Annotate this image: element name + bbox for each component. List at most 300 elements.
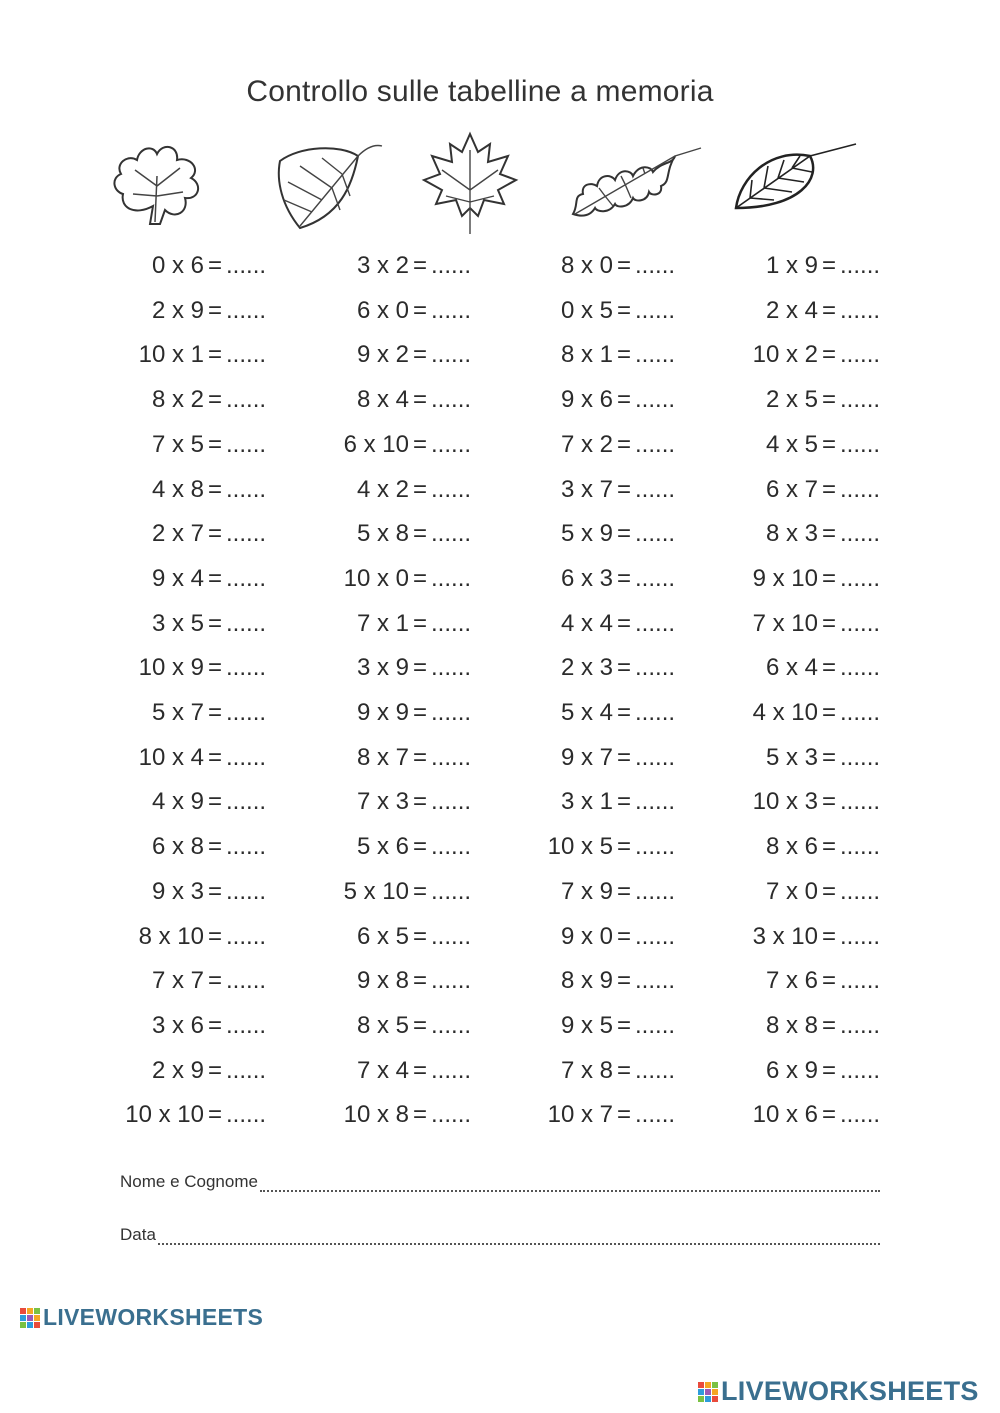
answer-blank[interactable]: ......	[635, 564, 676, 592]
equals-sign: =	[617, 833, 632, 861]
equation-cell	[277, 691, 471, 735]
answer-blank[interactable]: ......	[226, 654, 267, 682]
equation-text: 9 x 4	[151, 564, 204, 592]
equation-cell	[686, 959, 880, 1003]
equation-text: 8 x 4	[356, 386, 409, 414]
equation-text: 9 x 7	[560, 743, 613, 771]
equation-text: 7 x 10	[752, 609, 818, 637]
answer-blank[interactable]: ......	[226, 520, 267, 548]
equals-sign: =	[208, 341, 223, 369]
equation-text: 3 x 10	[752, 922, 818, 950]
equation-text: 1 x 9	[765, 252, 818, 279]
answer-blank[interactable]: ......	[226, 833, 267, 861]
answer-blank[interactable]: ......	[635, 922, 676, 950]
equation-text: 9 x 5	[560, 1011, 613, 1039]
equals-sign: =	[617, 386, 632, 414]
answer-blank[interactable]: ......	[431, 430, 472, 458]
equation-cell	[481, 423, 675, 467]
answer-blank[interactable]: ......	[840, 520, 881, 548]
equation-cell	[277, 468, 471, 512]
birch-leaf-icon	[270, 136, 390, 236]
watermark-text: LIVEWORKSHEETS	[43, 1304, 264, 1330]
equation-cell	[686, 244, 880, 288]
equals-sign: =	[208, 922, 223, 950]
answer-blank[interactable]: ......	[840, 386, 881, 414]
equals-sign: =	[617, 520, 632, 548]
equation-cell	[72, 378, 266, 422]
table-row	[0, 959, 1000, 1003]
answer-blank[interactable]: ......	[840, 252, 881, 279]
equation-cell	[481, 289, 675, 333]
equals-sign: =	[822, 1056, 837, 1084]
equals-sign: =	[822, 654, 837, 682]
answer-blank[interactable]: ......	[431, 341, 472, 369]
oak-leaf-icon	[565, 142, 705, 222]
table-row	[0, 602, 1000, 646]
equation-text: 8 x 5	[356, 1011, 409, 1039]
equals-sign: =	[617, 430, 632, 458]
equation-cell	[277, 557, 471, 601]
answer-blank[interactable]: ......	[635, 743, 676, 771]
answer-blank[interactable]: ......	[431, 833, 472, 861]
equation-cell	[72, 1004, 266, 1048]
equation-cell	[277, 333, 471, 377]
answer-blank[interactable]: ......	[431, 699, 472, 726]
equation-cell	[277, 602, 471, 646]
equals-sign: =	[208, 833, 223, 861]
equals-sign: =	[413, 699, 428, 726]
equals-sign: =	[413, 564, 428, 592]
watermark-right	[698, 1376, 979, 1407]
equals-sign: =	[617, 341, 632, 369]
answer-blank[interactable]: ......	[226, 1011, 267, 1039]
equation-cell	[277, 289, 471, 333]
equation-text: 4 x 9	[151, 788, 204, 816]
equals-sign: =	[208, 1011, 223, 1039]
equals-sign: =	[822, 564, 837, 592]
equation-cell	[277, 959, 471, 1003]
answer-blank[interactable]: ......	[635, 877, 676, 905]
watermark-text: LIVEWORKSHEETS	[721, 1376, 979, 1406]
equals-sign: =	[822, 788, 837, 816]
answer-blank[interactable]: ......	[840, 922, 881, 950]
equals-sign: =	[822, 1011, 837, 1039]
answer-blank[interactable]: ......	[840, 430, 881, 458]
answer-blank[interactable]: ......	[840, 341, 881, 369]
equation-cell	[277, 244, 471, 288]
equation-text: 4 x 5	[765, 430, 818, 458]
equation-cell	[72, 959, 266, 1003]
answer-blank[interactable]: ......	[431, 967, 472, 995]
equals-sign: =	[208, 1056, 223, 1084]
date-field[interactable]	[120, 1219, 880, 1245]
answer-blank[interactable]: ......	[840, 609, 881, 637]
equals-sign: =	[413, 788, 428, 816]
equation-text: 7 x 2	[560, 430, 613, 458]
equals-sign: =	[822, 475, 837, 503]
equation-cell	[277, 1093, 471, 1137]
answer-blank[interactable]: ......	[226, 967, 267, 995]
answer-blank[interactable]: ......	[635, 788, 676, 816]
equation-cell	[277, 378, 471, 422]
equals-sign: =	[822, 922, 837, 950]
equals-sign: =	[617, 699, 632, 726]
equals-sign: =	[413, 922, 428, 950]
equation-cell	[481, 333, 675, 377]
name-label: Nome e Cognome	[120, 1172, 258, 1191]
equation-text: 9 x 8	[356, 967, 409, 995]
answer-blank[interactable]: ......	[226, 1056, 267, 1084]
answer-blank[interactable]: ......	[840, 654, 881, 682]
equation-cell	[481, 512, 675, 556]
answer-blank[interactable]: ......	[840, 699, 881, 726]
answer-blank[interactable]: ......	[840, 564, 881, 592]
equation-cell	[72, 1093, 266, 1137]
equals-sign: =	[208, 1101, 223, 1129]
maple-leaf-icon	[420, 130, 520, 238]
answer-blank[interactable]: ......	[840, 1101, 881, 1129]
equals-sign: =	[413, 296, 428, 324]
name-field[interactable]	[120, 1166, 880, 1192]
equals-sign: =	[617, 877, 632, 905]
answer-blank[interactable]: ......	[226, 877, 267, 905]
equation-cell	[481, 825, 675, 869]
equation-cell	[481, 468, 675, 512]
equation-text: 5 x 3	[765, 743, 818, 771]
answer-blank[interactable]: ......	[431, 1056, 472, 1084]
answer-blank[interactable]: ......	[635, 252, 676, 279]
equals-sign: =	[413, 430, 428, 458]
equation-cell	[72, 780, 266, 824]
equation-cell	[686, 1004, 880, 1048]
equation-text: 6 x 0	[356, 296, 409, 324]
equation-cell	[72, 468, 266, 512]
answer-blank[interactable]: ......	[431, 788, 472, 816]
answer-blank[interactable]: ......	[431, 386, 472, 414]
answer-blank[interactable]: ......	[226, 296, 267, 324]
answer-blank[interactable]: ......	[635, 1101, 676, 1129]
equals-sign: =	[413, 1101, 428, 1129]
equals-sign: =	[822, 743, 837, 771]
equals-sign: =	[413, 833, 428, 861]
equation-text: 9 x 9	[356, 699, 409, 726]
answer-blank[interactable]: ......	[226, 475, 267, 503]
equation-text: 7 x 8	[560, 1056, 613, 1084]
equation-cell	[72, 646, 266, 690]
equation-text: 3 x 1	[560, 788, 613, 816]
liveworksheets-logo-icon	[20, 1308, 40, 1328]
equation-text: 7 x 9	[560, 877, 613, 905]
table-row	[0, 736, 1000, 780]
equation-text: 9 x 3	[151, 877, 204, 905]
equation-text: 7 x 3	[356, 788, 409, 816]
equation-cell	[72, 736, 266, 780]
answer-blank[interactable]: ......	[635, 1056, 676, 1084]
equation-text: 2 x 9	[151, 296, 204, 324]
equation-text: 10 x 5	[547, 833, 613, 861]
date-dotted-line[interactable]	[158, 1229, 880, 1245]
answer-blank[interactable]: ......	[431, 743, 472, 771]
date-label: Data	[120, 1225, 156, 1244]
equals-sign: =	[822, 833, 837, 861]
answer-blank[interactable]: ......	[431, 564, 472, 592]
answer-blank[interactable]: ......	[431, 475, 472, 503]
equation-text: 8 x 7	[356, 743, 409, 771]
answer-blank[interactable]: ......	[840, 1056, 881, 1084]
answer-blank[interactable]: ......	[635, 296, 676, 324]
table-row	[0, 378, 1000, 422]
equation-text: 0 x 5	[560, 296, 613, 324]
equation-text: 10 x 10	[125, 1101, 204, 1129]
table-row	[0, 1049, 1000, 1093]
equation-text: 6 x 5	[356, 922, 409, 950]
equation-cell	[686, 333, 880, 377]
equation-cell	[72, 825, 266, 869]
equation-cell	[72, 602, 266, 646]
table-row	[0, 825, 1000, 869]
answer-blank[interactable]: ......	[635, 1011, 676, 1039]
answer-blank[interactable]: ......	[635, 341, 676, 369]
table-row	[0, 244, 1000, 288]
equals-sign: =	[413, 654, 428, 682]
table-row	[0, 333, 1000, 377]
equation-text: 6 x 10	[343, 430, 409, 458]
equation-text: 10 x 7	[547, 1101, 613, 1129]
answer-blank[interactable]: ......	[226, 252, 267, 279]
equation-text: 8 x 0	[560, 252, 613, 279]
table-row	[0, 557, 1000, 601]
equation-text: 7 x 1	[356, 609, 409, 637]
equals-sign: =	[822, 430, 837, 458]
answer-blank[interactable]: ......	[840, 877, 881, 905]
table-row	[0, 870, 1000, 914]
equation-cell	[481, 959, 675, 1003]
table-row	[0, 423, 1000, 467]
equation-cell	[481, 557, 675, 601]
answer-blank[interactable]: ......	[226, 430, 267, 458]
equation-cell	[686, 468, 880, 512]
answer-blank[interactable]: ......	[635, 833, 676, 861]
equals-sign: =	[822, 699, 837, 726]
equation-cell	[481, 915, 675, 959]
equation-text: 7 x 4	[356, 1056, 409, 1084]
equation-cell	[72, 244, 266, 288]
answer-blank[interactable]: ......	[226, 564, 267, 592]
equals-sign: =	[208, 788, 223, 816]
answer-blank[interactable]: ......	[840, 475, 881, 503]
answer-blank[interactable]: ......	[635, 699, 676, 726]
equals-sign: =	[208, 609, 223, 637]
equation-cell	[481, 1004, 675, 1048]
leaf-illustrations	[0, 128, 1000, 238]
equation-text: 4 x 8	[151, 475, 204, 503]
equation-text: 10 x 2	[752, 341, 818, 369]
answer-blank[interactable]: ......	[635, 520, 676, 548]
equation-cell	[481, 378, 675, 422]
equation-text: 5 x 6	[356, 833, 409, 861]
answer-blank[interactable]: ......	[431, 877, 472, 905]
fig-leaf-icon	[105, 136, 215, 231]
equation-text: 10 x 8	[343, 1101, 409, 1129]
equation-cell	[72, 870, 266, 914]
equation-text: 8 x 1	[560, 341, 613, 369]
equation-text: 7 x 6	[765, 967, 818, 995]
equation-text: 4 x 10	[752, 699, 818, 726]
equation-cell	[72, 691, 266, 735]
answer-blank[interactable]: ......	[226, 609, 267, 637]
equation-cell	[686, 915, 880, 959]
equation-cell	[72, 1049, 266, 1093]
equals-sign: =	[413, 609, 428, 637]
answer-blank[interactable]: ......	[431, 654, 472, 682]
equation-cell	[686, 1049, 880, 1093]
answer-blank[interactable]: ......	[635, 609, 676, 637]
equals-sign: =	[413, 475, 428, 503]
answer-blank[interactable]: ......	[431, 252, 472, 279]
equation-cell	[686, 512, 880, 556]
equals-sign: =	[413, 520, 428, 548]
answer-blank[interactable]: ......	[840, 1011, 881, 1039]
equation-cell	[277, 915, 471, 959]
equals-sign: =	[208, 654, 223, 682]
answer-blank[interactable]: ......	[226, 386, 267, 414]
answer-blank[interactable]: ......	[840, 296, 881, 324]
equation-text: 9 x 6	[560, 386, 613, 414]
answer-blank[interactable]: ......	[840, 788, 881, 816]
answer-blank[interactable]: ......	[635, 386, 676, 414]
liveworksheets-logo-icon	[698, 1382, 718, 1402]
answer-blank[interactable]: ......	[431, 520, 472, 548]
answer-blank[interactable]: ......	[431, 922, 472, 950]
answer-blank[interactable]: ......	[431, 296, 472, 324]
answer-blank[interactable]: ......	[635, 654, 676, 682]
equation-text: 7 x 0	[765, 877, 818, 905]
equation-text: 8 x 6	[765, 833, 818, 861]
answer-blank[interactable]: ......	[226, 699, 267, 726]
equals-sign: =	[208, 699, 223, 726]
answer-blank[interactable]: ......	[431, 1011, 472, 1039]
answer-blank[interactable]: ......	[226, 1101, 267, 1129]
equation-text: 6 x 3	[560, 564, 613, 592]
answer-blank[interactable]: ......	[840, 743, 881, 771]
equals-sign: =	[822, 296, 837, 324]
table-row	[0, 512, 1000, 556]
table-row	[0, 915, 1000, 959]
equation-text: 9 x 2	[356, 341, 409, 369]
answer-blank[interactable]: ......	[635, 430, 676, 458]
equation-text: 10 x 3	[752, 788, 818, 816]
equation-text: 10 x 6	[752, 1101, 818, 1129]
equation-text: 3 x 9	[356, 654, 409, 682]
equation-cell	[481, 646, 675, 690]
equation-text: 5 x 10	[343, 877, 409, 905]
equation-text: 9 x 0	[560, 922, 613, 950]
equation-text: 8 x 2	[151, 386, 204, 414]
equation-cell	[277, 780, 471, 824]
equation-text: 3 x 7	[560, 475, 613, 503]
equals-sign: =	[617, 967, 632, 995]
equals-sign: =	[413, 341, 428, 369]
equation-cell	[481, 736, 675, 780]
equation-text: 7 x 5	[151, 430, 204, 458]
equals-sign: =	[617, 1101, 632, 1129]
equals-sign: =	[413, 1056, 428, 1084]
table-row	[0, 468, 1000, 512]
equals-sign: =	[822, 967, 837, 995]
equation-text: 8 x 8	[765, 1011, 818, 1039]
answer-blank[interactable]: ......	[635, 475, 676, 503]
equals-sign: =	[617, 1011, 632, 1039]
lime-leaf-icon	[730, 138, 860, 218]
equation-cell	[481, 244, 675, 288]
equals-sign: =	[208, 475, 223, 503]
equation-text: 6 x 7	[765, 475, 818, 503]
equation-text: 8 x 9	[560, 967, 613, 995]
equals-sign: =	[822, 252, 837, 279]
equation-cell	[686, 780, 880, 824]
equals-sign: =	[413, 386, 428, 414]
answer-blank[interactable]: ......	[226, 788, 267, 816]
equation-text: 2 x 5	[765, 386, 818, 414]
equals-sign: =	[413, 252, 428, 279]
table-row	[0, 780, 1000, 824]
equation-text: 8 x 10	[138, 922, 204, 950]
answer-blank[interactable]: ......	[431, 1101, 472, 1129]
equation-cell	[72, 557, 266, 601]
equation-cell	[686, 691, 880, 735]
equation-cell	[481, 1049, 675, 1093]
equation-cell	[686, 825, 880, 869]
equation-text: 6 x 8	[151, 833, 204, 861]
equation-text: 4 x 2	[356, 475, 409, 503]
equation-cell	[277, 1004, 471, 1048]
answer-blank[interactable]: ......	[840, 833, 881, 861]
answer-blank[interactable]: ......	[226, 922, 267, 950]
equals-sign: =	[822, 609, 837, 637]
page-title: Controllo sulle tabelline a memoria	[246, 75, 714, 108]
answer-blank[interactable]: ......	[840, 967, 881, 995]
equation-cell	[277, 1049, 471, 1093]
answer-blank[interactable]: ......	[226, 743, 267, 771]
equation-cell	[277, 423, 471, 467]
equals-sign: =	[413, 743, 428, 771]
equation-text: 10 x 1	[138, 341, 204, 369]
equation-text: 7 x 7	[151, 967, 204, 995]
equals-sign: =	[617, 788, 632, 816]
answer-blank[interactable]: ......	[226, 341, 267, 369]
equals-sign: =	[822, 341, 837, 369]
table-row	[0, 1004, 1000, 1048]
equation-cell	[686, 557, 880, 601]
equation-cell	[72, 512, 266, 556]
name-dotted-line[interactable]	[260, 1176, 880, 1192]
equation-cell	[481, 602, 675, 646]
equation-cell	[686, 736, 880, 780]
answer-blank[interactable]: ......	[635, 967, 676, 995]
equation-cell	[277, 512, 471, 556]
equals-sign: =	[617, 922, 632, 950]
equals-sign: =	[617, 475, 632, 503]
equals-sign: =	[208, 967, 223, 995]
equals-sign: =	[208, 296, 223, 324]
equation-cell	[686, 646, 880, 690]
equation-text: 2 x 7	[151, 520, 204, 548]
equals-sign: =	[617, 296, 632, 324]
equation-text: 5 x 8	[356, 520, 409, 548]
equation-cell	[686, 423, 880, 467]
answer-blank[interactable]: ......	[431, 609, 472, 637]
equation-cell	[481, 1093, 675, 1137]
